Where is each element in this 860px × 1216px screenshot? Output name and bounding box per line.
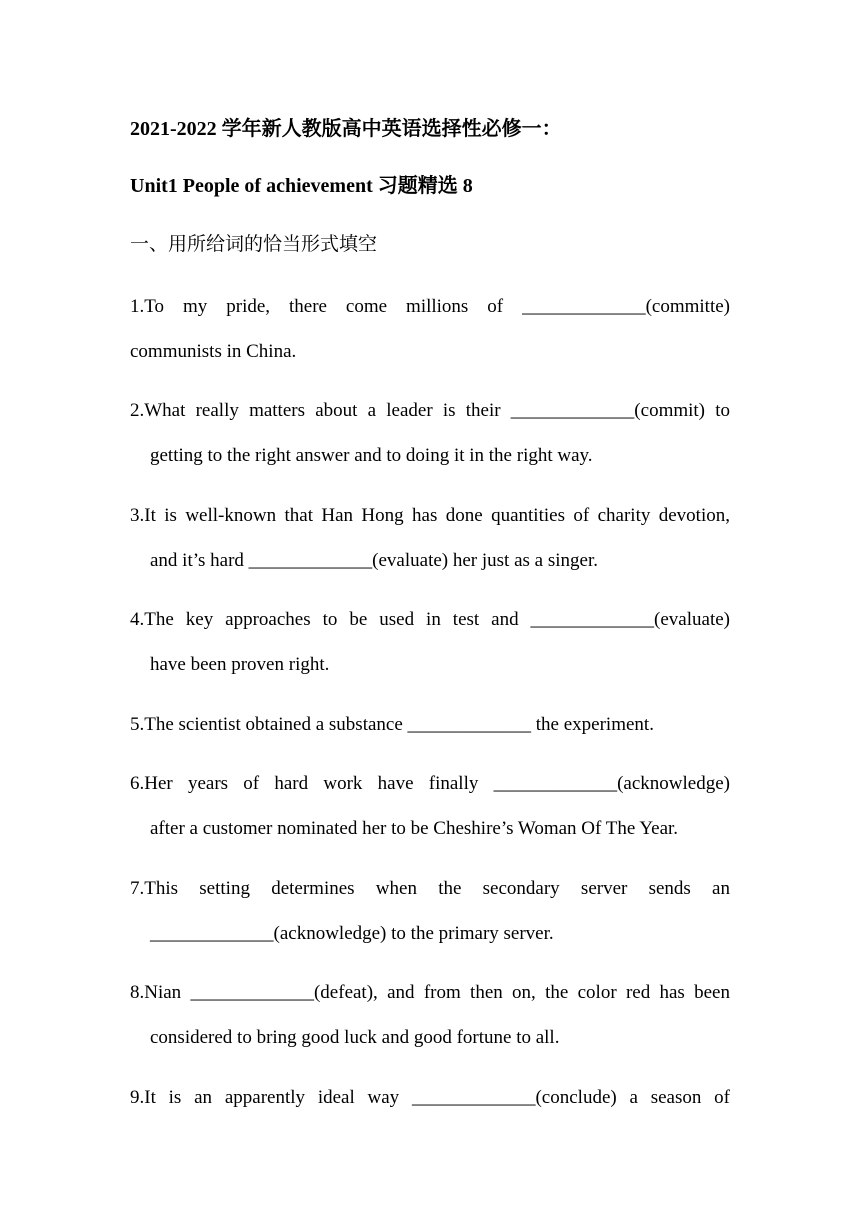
question-1-line1: 1.To my pride, there come millions of _____________(committe)	[130, 296, 730, 317]
question-6-line2: after a customer nominated her to be Cheshire’s Woman Of The Year.	[150, 818, 679, 839]
question-1-line2: communists in China.	[130, 341, 297, 362]
question-9-line1: 9.It is an apparently ideal way _____________(conclude) a season of	[130, 1087, 730, 1108]
question-2-line2: getting to the right answer and to doing it in the right way.	[150, 445, 593, 466]
question-2-line1: 2.What really matters about a leader is their _____________(commit) to	[130, 400, 730, 421]
question-7-line1: 7.This setting determines when the secondary server sends an	[130, 878, 730, 899]
question-6-line1: 6.Her years of hard work have finally _____________(acknowledge)	[130, 773, 730, 794]
document-title-line1: 2021-2022 学年新人教版高中英语选择性必修一：	[130, 118, 562, 140]
section-heading: 一、用所给词的恰当形式填空	[130, 233, 378, 255]
question-8-line1: 8.Nian _____________(defeat), and from then on, the color red has been	[130, 982, 730, 1003]
question-4-line1: 4.The key approaches to be used in test and _____________(evaluate)	[130, 609, 730, 630]
question-7-line2: _____________(acknowledge) to the primary server.	[150, 923, 554, 944]
question-8-line2: considered to bring good luck and good fortune to all.	[150, 1027, 560, 1048]
question-3-line2: and it’s hard _____________(evaluate) her just as a singer.	[150, 550, 598, 571]
question-3-line1: 3.It is well-known that Han Hong has done quantities of charity devotion,	[130, 505, 730, 526]
question-5-line1: 5.The scientist obtained a substance _____________ the experiment.	[130, 714, 654, 735]
question-4-line2: have been proven right.	[150, 654, 330, 675]
document-title-line2: Unit1 People of achievement 习题精选 8	[130, 175, 473, 197]
